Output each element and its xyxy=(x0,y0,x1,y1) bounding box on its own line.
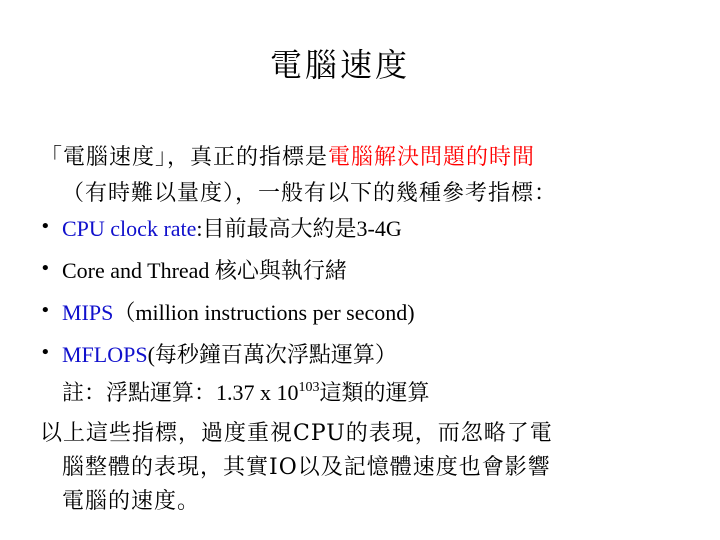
bullet-item-3 xyxy=(62,296,415,327)
bullet-dot-2: • xyxy=(40,258,51,279)
bullet-dot-4: • xyxy=(40,342,51,363)
bullet-item-2 xyxy=(62,254,347,285)
note-prefix: 註：浮點運算：1.37 x 10 xyxy=(62,380,299,405)
bullet-term-3: MIPS xyxy=(62,300,114,325)
closing-line-1: 以上這些指標，過度重視CPU的表現，而忽略了電 xyxy=(40,421,553,446)
bullet-rest-3: （million instructions per second) xyxy=(113,300,415,325)
bullet-dot-3: • xyxy=(40,300,51,321)
bullet-rest-1: :目前最高大約是3-4G xyxy=(196,216,402,241)
closing-line-3: 電腦的速度。 xyxy=(62,489,201,514)
note-exponent: 103 xyxy=(298,380,320,395)
note-line xyxy=(62,376,430,407)
bullet-item-4 xyxy=(62,338,397,369)
bullet-rest-4: (每秒鐘百萬次浮點運算） xyxy=(147,342,397,367)
intro-line-1 xyxy=(40,140,535,171)
bullet-term-1: CPU clock rate xyxy=(62,216,197,241)
note-suffix: 這類的運算 xyxy=(319,380,430,405)
intro-highlight: 電腦解決問題的時間 xyxy=(328,145,536,170)
intro-line-2: （有時難以量度），一般有以下的幾種參考指標： xyxy=(62,181,558,206)
slide-title: 電腦速度 xyxy=(269,46,410,84)
intro-quote: 「電腦速度」，真正的指標是 xyxy=(40,145,329,170)
bullet-dot-1: • xyxy=(40,216,51,237)
closing-line-2: 腦整體的表現，其實IO以及記憶體速度也會影響 xyxy=(62,455,551,480)
bullet-term-4: MFLOPS xyxy=(62,342,148,367)
bullet-rest-2: Core and Thread 核心與執行緒 xyxy=(62,258,347,283)
bullet-item-1 xyxy=(62,212,402,243)
